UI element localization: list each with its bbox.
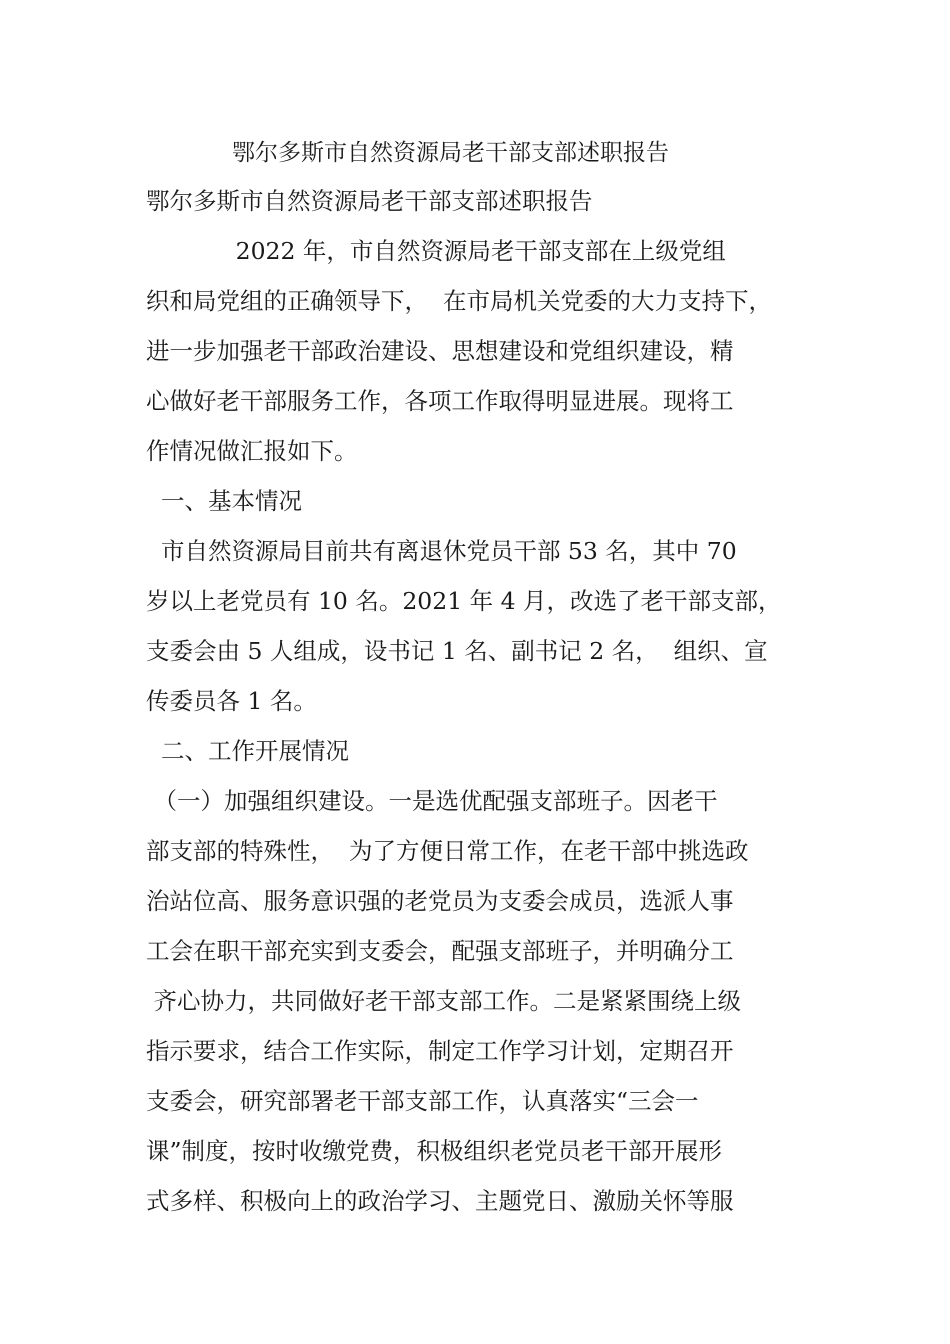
section-heading: 二、工作开展情况 — [146, 737, 349, 765]
paragraph-line: 部支部的特殊性， 为了方便日常工作，在老干部中挑选政 — [146, 837, 749, 865]
paragraph-line: 工会在职干部充实到支委会，配强支部班子，并明确分工 — [146, 937, 734, 965]
document-title: 鄂尔多斯市自然资源局老干部支部述职报告 — [232, 140, 669, 166]
paragraph-line: 织和局党组的正确领导下， 在市局机关党委的大力支持下， — [146, 287, 772, 315]
paragraph-line: 式多样、积极向上的政治学习、主题党日、激励关怀等服 — [146, 1187, 734, 1215]
paragraph-line: 进一步加强老干部政治建设、思想建设和党组织建设，精 — [146, 337, 734, 365]
paragraph-line: 传委员各 1 名。 — [146, 687, 317, 715]
paragraph-line: 治站位高、服务意识强的老党员为支委会成员，选派人事 — [146, 887, 734, 915]
paragraph-line: 岁以上老党员有 10 名。2021 年 4 月，改选了老干部支部， — [146, 587, 782, 615]
paragraph-line: 2022 年，市自然资源局老干部支部在上级党组 — [146, 237, 726, 265]
section-heading: 一、基本情况 — [146, 487, 302, 515]
paragraph-line: 心做好老干部服务工作，各项工作取得明显进展。现将工 — [146, 387, 734, 415]
paragraph-line: （一）加强组织建设。一是选优配强支部班子。因老干 — [146, 787, 718, 815]
paragraph-line: 支委会，研究部署老干部支部工作，认真落实“三会一 — [146, 1087, 699, 1115]
paragraph-line: 鄂尔多斯市自然资源局老干部支部述职报告 — [146, 187, 593, 215]
paragraph-line: 齐心协力，共同做好老干部支部工作。二是紧紧围绕上级 — [146, 987, 741, 1015]
paragraph-line: 支委会由 5 人组成，设书记 1 名、副书记 2 名， 组织、宣 — [146, 637, 768, 665]
paragraph-line: 作情况做汇报如下。 — [146, 437, 358, 465]
paragraph-line: 市自然资源局目前共有离退休党员干部 53 名，其中 70 — [146, 537, 737, 565]
paragraph-line: 课”制度，按时收缴党费，积极组织老党员老干部开展形 — [146, 1137, 723, 1165]
paragraph-line: 指示要求，结合工作实际，制定工作学习计划，定期召开 — [146, 1037, 734, 1065]
